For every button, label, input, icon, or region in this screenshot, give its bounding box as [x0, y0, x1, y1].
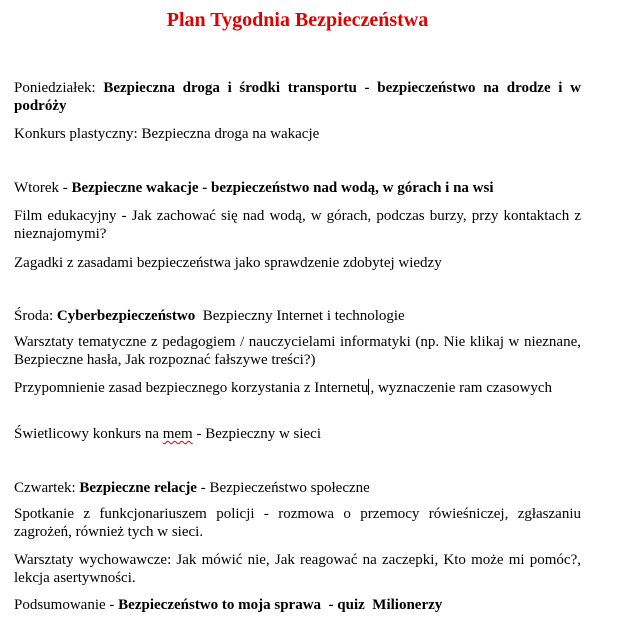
wednesday-item-1: Warsztaty tematyczne z pedagogiem / nauczycielami informatyki (np. Nie klikaj w nieznane, Bezpieczne hasła, Jak rozpoznać fałszywe treści?) [14, 334, 581, 368]
wednesday-item-2-text-a: Przypomnienie zasad bezpiecznego korzystania z Internetu [14, 380, 369, 396]
thursday-item-2: Warsztaty wychowawcze: Jak mówić nie, Jak reagować na zaczepki, Kto może mi pomóc?, lekcja asertywności. [14, 552, 581, 586]
spellcheck-flagged-word[interactable]: mem [162, 426, 193, 442]
tuesday-day: Wtorek - [14, 180, 68, 196]
wednesday-theme: Cyberbezpieczeństwo [56, 308, 196, 324]
wednesday-item-2 [14, 379, 581, 397]
tuesday-theme: Bezpieczne wakacje - bezpieczeństwo nad wodą, w górach i na wsi [71, 180, 494, 196]
thursday-heading [14, 479, 581, 497]
thursday-theme: Bezpieczne relacje [79, 480, 197, 496]
tuesday-item-1: Film edukacyjny - Jak zachować się nad wodą, w górach, podczas burzy, przy kontaktach z nieznajomymi? [14, 208, 581, 242]
monday-heading [14, 79, 581, 115]
wednesday-heading [14, 307, 581, 325]
wednesday-item-3-text-b: - Bezpieczny w sieci [192, 426, 322, 442]
thursday-item-1: Spotkanie z funkcjonariuszem policji - rozmowa o przemocy rówieśniczej, zgłaszaniu zagrożeń, również tych w sieci. [14, 506, 581, 540]
tuesday-heading [14, 179, 581, 197]
wednesday-item-3-text-a: Świetlicowy konkurs na [14, 426, 163, 442]
wednesday-subtheme: Bezpieczny Internet i technologie [202, 308, 405, 324]
document-title: Plan Tygodnia Bezpieczeństwa [166, 9, 429, 31]
thursday-item-3-text-b: Bezpieczeństwo to moja sprawa - quiz Milionerzy [118, 597, 443, 613]
thursday-day: Czwartek: [14, 480, 76, 496]
thursday-item-3-text-a: Podsumowanie - [14, 597, 115, 613]
monday-day: Poniedziałek: [14, 80, 96, 96]
wednesday-day: Środa: [14, 308, 54, 324]
thursday-item-3 [14, 596, 581, 614]
wednesday-item-2-text-b: , wyznaczenie ram czasowych [370, 380, 553, 396]
wednesday-item-3 [14, 425, 581, 443]
monday-item-1: Konkurs plastyczny: Bezpieczna droga na wakacje [14, 126, 320, 142]
monday-theme: Bezpieczna droga i środki transportu - bezpieczeństwo na drodze i w podróży [14, 80, 581, 114]
thursday-subtheme: - Bezpieczeństwo społeczne [200, 480, 370, 496]
tuesday-item-2: Zagadki z zasadami bezpieczeństwa jako sprawdzenie zdobytej wiedzy [14, 255, 442, 271]
